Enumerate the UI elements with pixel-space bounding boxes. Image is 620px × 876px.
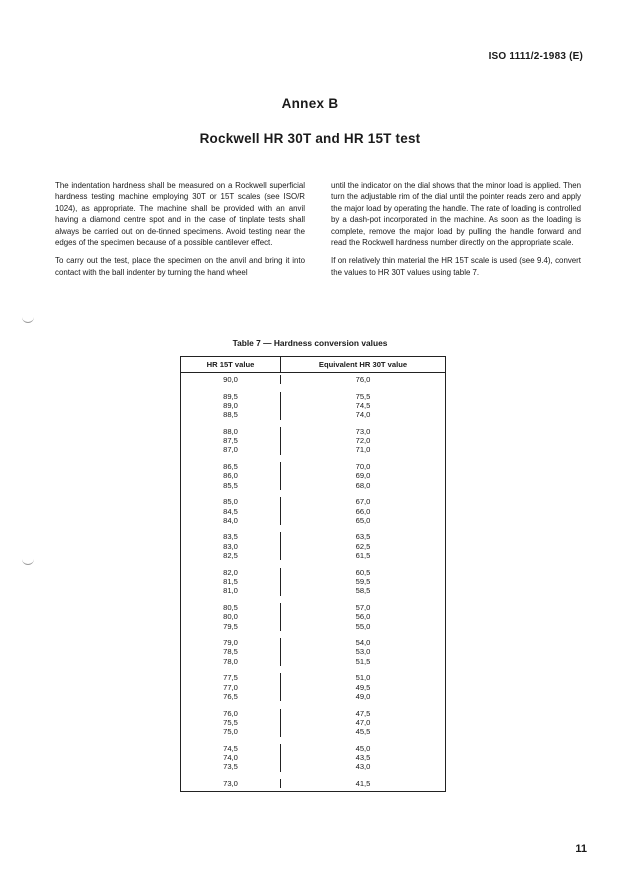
- left-column: [55, 180, 305, 285]
- table-row: [181, 481, 445, 490]
- hr15t-cell: 73,0: [181, 779, 281, 788]
- hr15t-cell: 84,5: [181, 507, 281, 516]
- table-row: [181, 744, 445, 753]
- table-row: [181, 622, 445, 631]
- hr30t-cell: 54,0: [355, 638, 371, 648]
- table-row: [181, 471, 445, 480]
- table-row: [181, 462, 445, 471]
- table-row: [181, 445, 445, 454]
- hr30t-cell: 69,0: [355, 471, 371, 481]
- hr30t-cell: 45,5: [355, 727, 371, 737]
- hr15t-cell: 75,0: [181, 727, 281, 736]
- hr30t-cell: 73,0: [355, 426, 371, 436]
- table-row: [181, 603, 445, 612]
- table-row: [181, 727, 445, 736]
- hr30t-cell: 63,5: [355, 532, 371, 542]
- table-row: [181, 753, 445, 762]
- hr30t-cell: 76,0: [355, 375, 371, 384]
- hr15t-cell: 83,5: [181, 532, 281, 541]
- hr30t-cell: 51,5: [355, 656, 371, 666]
- hr30t-cell: 70,0: [355, 461, 371, 471]
- table-row: [181, 410, 445, 419]
- hr15t-cell: 88,0: [181, 427, 281, 436]
- hr15t-cell: 87,5: [181, 436, 281, 445]
- table-row: [181, 673, 445, 682]
- paragraph-test-procedure-start: To carry out the test, place the specimen on the anvil and bring it into contact with the ball indenter by turning the hand wheel: [55, 256, 305, 277]
- table-row: [181, 612, 445, 621]
- hr30t-cell: 59,5: [355, 576, 371, 586]
- hr15t-cell: 82,5: [181, 551, 281, 560]
- hr30t-cell: 62,5: [355, 541, 371, 551]
- table-body: [181, 373, 445, 791]
- hr15t-cell: 78,0: [181, 657, 281, 666]
- table-row: [181, 542, 445, 551]
- table-row: [181, 532, 445, 541]
- hr30t-cell: 49,0: [355, 691, 371, 701]
- table-row: [181, 375, 445, 384]
- table-row: [181, 586, 445, 595]
- hr15t-cell: 84,0: [181, 516, 281, 525]
- hr30t-cell: 58,5: [355, 586, 371, 596]
- hr30t-cell: 47,0: [355, 717, 371, 727]
- column-header-hr15t: HR 15T value: [181, 357, 281, 372]
- hr30t-cell: 71,0: [355, 445, 371, 455]
- hr15t-cell: 78,5: [181, 647, 281, 656]
- hr15t-cell: 74,5: [181, 744, 281, 753]
- hr15t-cell: 81,5: [181, 577, 281, 586]
- table-caption: Table 7 — Hardness conversion values: [232, 338, 388, 348]
- hr15t-cell: 79,0: [181, 638, 281, 647]
- table-row: [181, 568, 445, 577]
- hr15t-cell: 76,5: [181, 692, 281, 701]
- hr30t-cell: 72,0: [355, 436, 371, 446]
- hr15t-cell: 82,0: [181, 568, 281, 577]
- hr30t-cell: 56,0: [355, 612, 371, 622]
- hr30t-cell: 45,0: [355, 743, 371, 753]
- column-header-hr30t: Equivalent HR 30T value: [318, 360, 408, 369]
- table-row: [181, 577, 445, 586]
- hr30t-cell: 43,5: [355, 753, 371, 763]
- hr15t-cell: 79,5: [181, 622, 281, 631]
- hr30t-cell: 65,0: [355, 515, 371, 525]
- table-row: [181, 436, 445, 445]
- table-row: [181, 647, 445, 656]
- hr30t-cell: 49,5: [355, 682, 371, 692]
- hr30t-cell: 53,0: [355, 647, 371, 657]
- table-row: [181, 718, 445, 727]
- table-row: [181, 507, 445, 516]
- hr30t-cell: 51,0: [355, 673, 371, 683]
- table-row: [181, 516, 445, 525]
- table-row: [181, 683, 445, 692]
- hr15t-cell: 87,0: [181, 445, 281, 454]
- table-header-row: [181, 357, 445, 373]
- hr15t-cell: 88,5: [181, 410, 281, 419]
- hr30t-cell: 74,0: [355, 410, 371, 420]
- hr15t-cell: 77,5: [181, 673, 281, 682]
- document-reference: ISO 1111/2-1983 (E): [488, 51, 583, 62]
- table-row: [181, 709, 445, 718]
- margin-mark: [22, 558, 34, 565]
- paragraph-conversion-note: If on relatively thin material the HR 15T scale is used (see 9.4), convert the values to HR 30T values using table 7.: [331, 256, 581, 277]
- hr30t-cell: 41,5: [355, 778, 371, 788]
- hr30t-cell: 55,0: [355, 621, 371, 631]
- annex-label: Annex B: [281, 96, 339, 111]
- hr15t-cell: 75,5: [181, 718, 281, 727]
- table-row: [181, 692, 445, 701]
- hr30t-cell: 68,0: [355, 480, 371, 490]
- margin-mark: [22, 316, 34, 323]
- hr30t-cell: 74,5: [355, 400, 371, 410]
- hr15t-cell: 85,5: [181, 481, 281, 490]
- table-row: [181, 401, 445, 410]
- hr15t-cell: 80,0: [181, 612, 281, 621]
- table-row: [181, 657, 445, 666]
- hr15t-cell: 89,5: [181, 392, 281, 401]
- hr15t-cell: 86,5: [181, 462, 281, 471]
- hr15t-cell: 90,0: [181, 375, 281, 384]
- hr30t-cell: 67,0: [355, 497, 371, 507]
- page-number: 11: [575, 843, 587, 855]
- table-row: [181, 762, 445, 771]
- hr30t-cell: 61,5: [355, 551, 371, 561]
- hr15t-cell: 76,0: [181, 709, 281, 718]
- table-row: [181, 497, 445, 506]
- annex-title: Rockwell HR 30T and HR 15T test: [199, 131, 421, 146]
- hr15t-cell: 73,5: [181, 762, 281, 771]
- table-row: [181, 638, 445, 647]
- table-row: [181, 427, 445, 436]
- hr15t-cell: 89,0: [181, 401, 281, 410]
- table-row: [181, 551, 445, 560]
- hr15t-cell: 80,5: [181, 603, 281, 612]
- hr30t-cell: 57,0: [355, 602, 371, 612]
- hr15t-cell: 83,0: [181, 542, 281, 551]
- hr30t-cell: 47,5: [355, 708, 371, 718]
- hr15t-cell: 74,0: [181, 753, 281, 762]
- table-row: [181, 392, 445, 401]
- hr15t-cell: 77,0: [181, 683, 281, 692]
- hr15t-cell: 85,0: [181, 497, 281, 506]
- hr30t-cell: 75,5: [355, 391, 371, 401]
- hr30t-cell: 43,0: [355, 762, 371, 772]
- paragraph-machine-description: The indentation hardness shall be measured on a Rockwell superficial hardness testing machine employing 30T or 15T scales (see ISO/R 1024), as appropriate. The machine shall be provided with an anvil having a diamond centre spot and in the case of tinplate tests shall always be carried out on de-tinned specimens. Avoid testing near the edges of the specimen because of a possible cantilever effect.: [55, 181, 305, 248]
- hr15t-cell: 81,0: [181, 586, 281, 595]
- hardness-conversion-table: [180, 356, 446, 792]
- hr15t-cell: 86,0: [181, 471, 281, 480]
- table-row: [181, 779, 445, 788]
- hr30t-cell: 66,0: [355, 506, 371, 516]
- paragraph-test-procedure-end: until the indicator on the dial shows that the minor load is applied. Then turn the adjustable rim of the dial until the pointer reads zero and apply the major load by operating the handle. The rate of loading is controlled by a dash-pot incorporated in the machine. As soon as the loading is complete, remove the major load by pulling the handle forward and read the Rockwell hardness number directly on the appropriate scale.: [331, 181, 581, 248]
- right-column: [331, 180, 581, 285]
- hr30t-cell: 60,5: [355, 567, 371, 577]
